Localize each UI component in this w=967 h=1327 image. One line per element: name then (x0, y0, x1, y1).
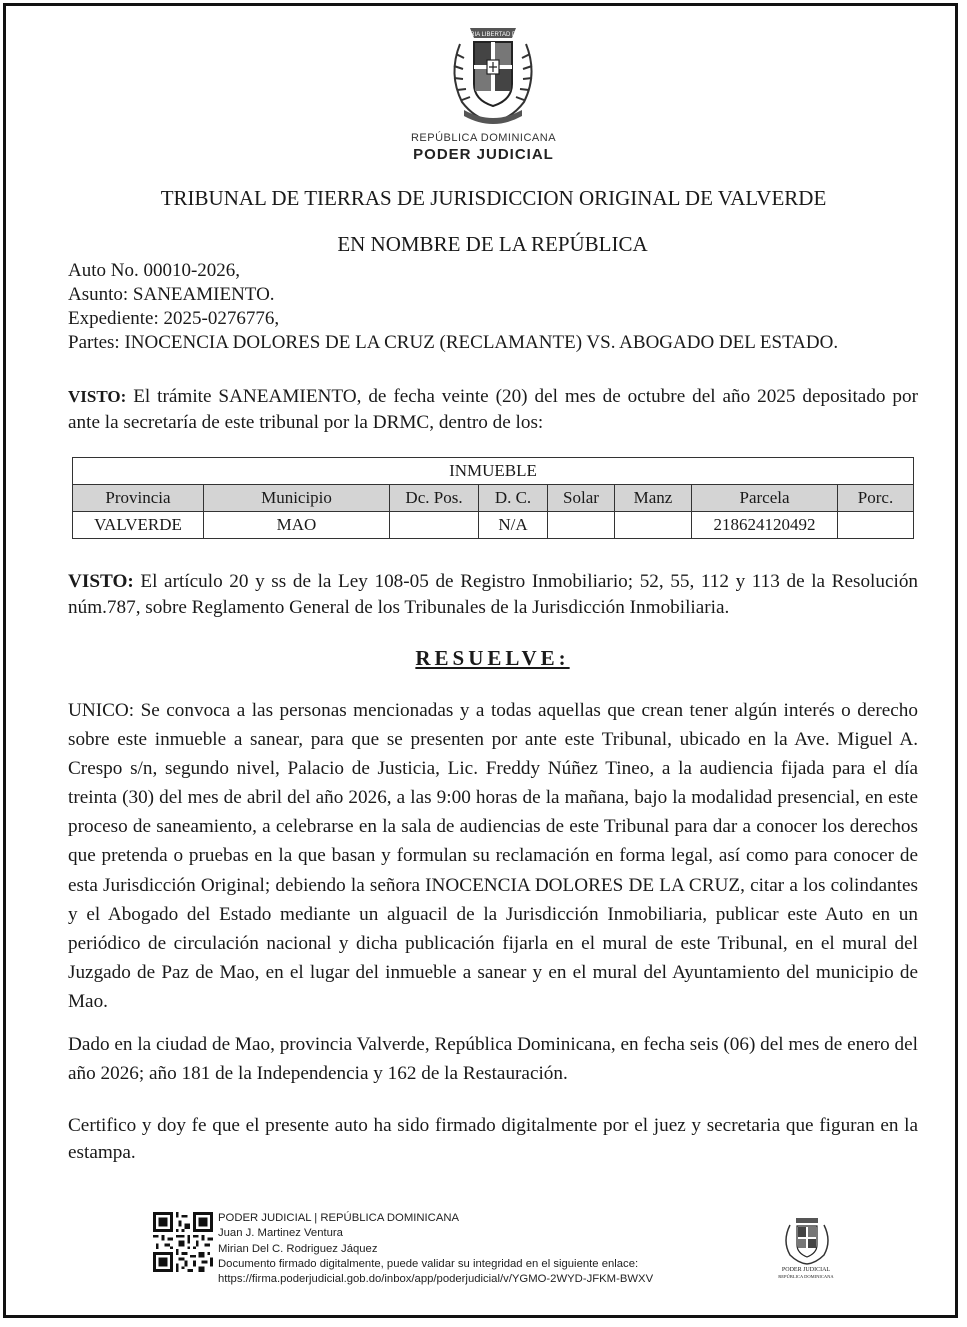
crest-motto: PATRIA LIBERTAD DIOS (459, 32, 527, 38)
footer-institution: PODER JUDICIAL | REPÚBLICA DOMINICANA (218, 1212, 460, 1224)
visto-label: VISTO: (68, 387, 127, 406)
col-manz: Manz (615, 485, 692, 512)
signer-secretary: Mirian Del C. Rodriguez Jáquez (218, 1242, 378, 1255)
col-provincia: Provincia (73, 485, 204, 512)
cell-manz (615, 512, 692, 539)
coat-of-arms-icon (440, 14, 546, 132)
col-dc-pos: Dc. Pos. (390, 485, 479, 512)
poder-judicial-label: PODER JUDICIAL (413, 146, 554, 163)
dado-paragraph: Dado en la ciudad de Mao, provincia Valverde, República Dominicana, en fecha seis (06) del mes de enero del año 2026; año 181 de la Independencia y 162 de la Restauración. (68, 1034, 918, 1084)
col-porc: Porc. (838, 485, 914, 512)
signer-judge: Juan J. Martinez Ventura (218, 1227, 343, 1240)
digital-signature-footer (218, 1211, 653, 1287)
republica-label: REPÚBLICA DOMINICANA (410, 132, 557, 144)
inmueble-table (72, 457, 914, 539)
republic-line: EN NOMBRE DE LA REPÚBLICA (337, 232, 648, 256)
table-row (73, 512, 914, 539)
cell-parcela: 218624120492 (692, 512, 838, 539)
certifico-paragraph: Certifico y doy fe que el presente auto ha sido firmado digitalmente por el juez y secretaria que figuran en la estampa. (68, 1115, 918, 1163)
col-solar: Solar (548, 485, 615, 512)
cell-solar (548, 512, 615, 539)
seal-label: PODER JUDICIAL (781, 1267, 831, 1273)
validation-link[interactable]: https://firma.poderjudicial.gob.do/inbox/app/poderjudicial/v/YGMO-2WYD-JFKM-BWXV (218, 1273, 654, 1286)
col-dc: D. C. (479, 485, 548, 512)
cell-municipio: MAO (204, 512, 390, 539)
col-municipio: Municipio (204, 485, 390, 512)
col-parcela: Parcela (692, 485, 838, 512)
cell-porc (838, 512, 914, 539)
case-metadata (68, 259, 838, 355)
cell-dc: N/A (479, 512, 548, 539)
expediente: Expediente: 2025-0276776, (68, 308, 280, 329)
table-caption: INMUEBLE (73, 458, 914, 485)
asunto: Asunto: SANEAMIENTO. (68, 284, 275, 305)
visto-label-2: VISTO: (68, 571, 134, 592)
court-title: TRIBUNAL DE TIERRAS DE JURISDICCION ORIGINAL DE VALVERDE (160, 186, 827, 210)
seal-icon (778, 1215, 836, 1265)
visto-paragraph-2 (68, 569, 918, 621)
auto-number: Auto No. 00010-2026, (68, 260, 241, 281)
partes: Partes: INOCENCIA DOLORES DE LA CRUZ (RECLAMANTE) VS. ABOGADO DEL ESTADO. (68, 332, 839, 353)
seal-sublabel: REPÚBLICA DOMINICANA (778, 1274, 834, 1279)
visto-paragraph-1 (68, 384, 918, 436)
resuelve-heading: RESUELVE: (415, 646, 570, 670)
qr-code-icon (153, 1212, 213, 1272)
unico-paragraph: UNICO: Se convoca a las personas mencionadas y a todas aquellas que crean tener algún interés o derecho sobre este inmueble a sanear, para que se presenten por ante este Tribunal, ubicado en la Ave. Miguel A. Crespo s/n, segundo nivel, Palacio de Justicia, Lic. Freddy Núñez Tineo, a la audiencia fijada para el día treinta (30) del mes de abril del año 2026, a las 9:00 horas de la mañana, bajo la modalidad presencial, en este proceso de saneamiento, a celebrarse en la sala de audiencias de este Tribunal para dar a conocer los derechos que pretenda o pruebas en la que basan y formulan su reclamación en forma legal, así como para conocer de esta Jurisdicción Original; debiendo la señora INOCENCIA DOLORES DE LA CRUZ, citar a los colindantes y el Abogado del Estado mediante un alguacil de la Jurisdicción Inmobiliaria, publicar este Auto en un periódico de circulación nacional y dicha publicación fijarla en el mural de este Tribunal, en el mural del Juzgado de Paz de Mao, en el lugar del inmueble a sanear y en el mural del Ayuntamiento del municipio de Mao. (68, 700, 918, 1012)
cell-provincia: VALVERDE (73, 512, 204, 539)
visto-text: El trámite SANEAMIENTO, de fecha veinte (20) del mes de octubre del año 2025 depositado por ante la secretaría de este tribunal por la DRMC, dentro de los: (68, 386, 919, 433)
visto-text-2: El artículo 20 y ss de la Ley 108-05 de Registro Inmobiliario; 52, 55, 112 y 113 de la Resolución núm.787, sobre Reglamento General de los Tribunales de la Jurisdicción Inmobiliaria. (68, 571, 919, 618)
validation-notice: Documento firmado digitalmente, puede validar su integridad en el siguiente enlace: (218, 1257, 639, 1270)
cell-dc-pos (390, 512, 479, 539)
